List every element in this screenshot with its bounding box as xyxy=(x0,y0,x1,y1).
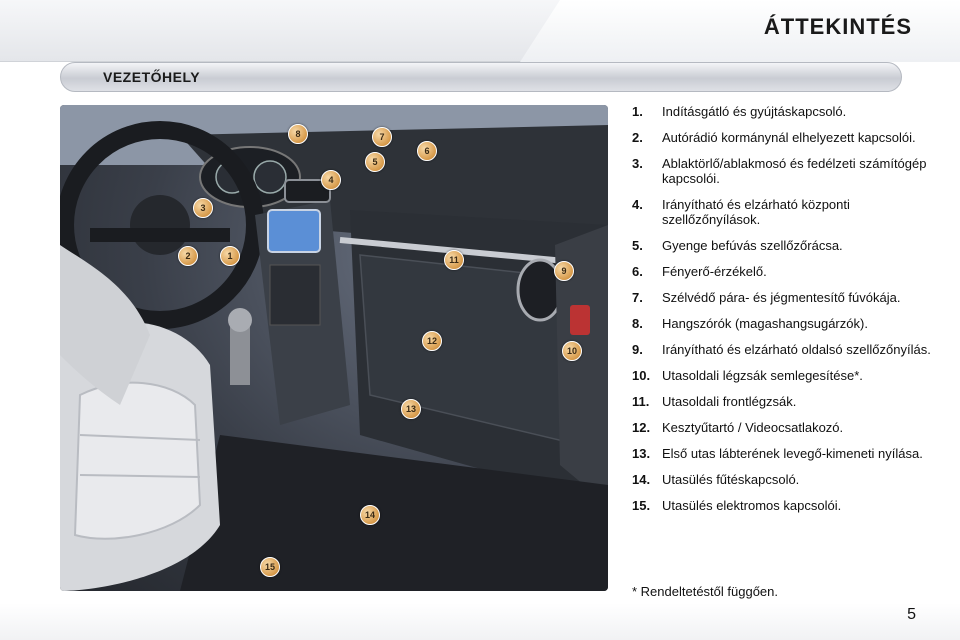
callout-2: 2 xyxy=(178,246,198,266)
list-item: 4. Irányítható és elzárható központi szellőzőnyílások. xyxy=(632,197,850,227)
callout-12: 12 xyxy=(422,331,442,351)
callout-9: 9 xyxy=(554,261,574,281)
page-number: 5 xyxy=(907,606,916,623)
section-title: VEZETŐHELY xyxy=(103,69,201,85)
list-item: 12. Kesztyűtartó / Videocsatlakozó. xyxy=(632,420,844,435)
list-item: 3. Ablaktörlő/ablakmosó és fedélzeti számítógép kapcsolói. xyxy=(632,156,927,186)
list-item: 9. Irányítható és elzárható oldalsó szellőzőnyílás. xyxy=(632,342,931,357)
section-bar xyxy=(60,62,902,92)
callout-10: 10 xyxy=(562,341,582,361)
list-item: 7. Szélvédő pára- és jégmentesítő fúvókája. xyxy=(632,290,901,305)
list-item: 1. Indításgátló és gyújtáskapcsoló. xyxy=(632,104,847,119)
callout-8: 8 xyxy=(288,124,308,144)
footnote: * Rendeltetéstől függően. xyxy=(632,584,778,599)
callout-15: 15 xyxy=(260,557,280,577)
list-item: 11. Utasoldali frontlégzsák. xyxy=(632,394,797,409)
footer-band xyxy=(0,603,960,640)
callout-4: 4 xyxy=(321,170,341,190)
legend-list xyxy=(632,104,932,524)
list-item: 8. Hangszórók (magashangsugárzók). xyxy=(632,316,868,331)
list-item: 10. Utasoldali légzsák semlegesítése*. xyxy=(632,368,863,383)
list-item: 5. Gyenge befúvás szellőzőrácsa. xyxy=(632,238,843,253)
callout-1: 1 xyxy=(220,246,240,266)
dashboard-photo xyxy=(60,105,608,591)
callout-13: 13 xyxy=(401,399,421,419)
list-item: 15. Utasülés elektromos kapcsolói. xyxy=(632,498,842,513)
callout-11: 11 xyxy=(444,250,464,270)
callout-3: 3 xyxy=(193,198,213,218)
callout-7: 7 xyxy=(372,127,392,147)
list-item: 6. Fényerő-érzékelő. xyxy=(632,264,767,279)
list-item: 14. Utasülés fűtéskapcsoló. xyxy=(632,472,800,487)
callout-6: 6 xyxy=(417,141,437,161)
list-item: 2. Autórádió kormánynál elhelyezett kapcsolói. xyxy=(632,130,916,145)
callout-5: 5 xyxy=(365,152,385,172)
list-item: 13. Első utas lábterének levegő-kimeneti nyílása. xyxy=(632,446,923,461)
callout-14: 14 xyxy=(360,505,380,525)
page-title: ÁTTEKINTÉS xyxy=(763,14,912,39)
